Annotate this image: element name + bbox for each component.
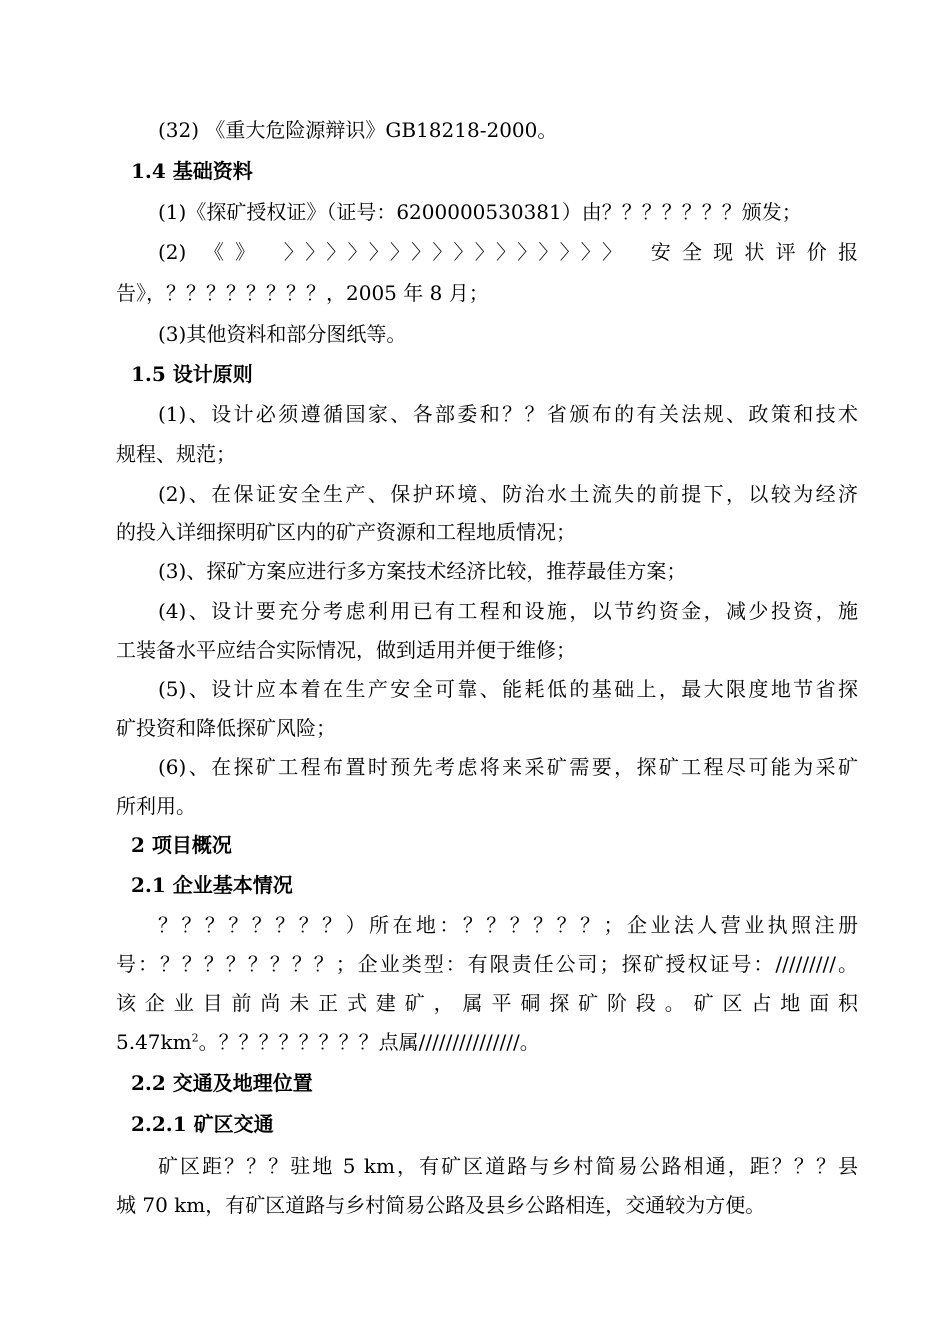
section-heading-1-4: 1.4 基础资料 — [131, 159, 253, 183]
area-value: 5.47km — [116, 1030, 192, 1054]
principle-5-line1: (5)、设计应本着在生产安全可靠、能耗低的基础上，最大限度地节省探 — [158, 677, 858, 701]
reference-item-32: (32) 《重大危险源辩识》GB18218-2000。 — [158, 118, 558, 142]
company-info-line2: 号：？？？？？？？？；企业类型：有限责任公司；探矿授权证号：/////////。 — [116, 952, 858, 976]
principle-2-line1: (2)、在保证安全生产、保护环境、防治水土流失的前提下，以较为经济 — [158, 482, 858, 506]
principle-4-line1: (4)、设计要充分考虑利用已有工程和设施，以节约资金，减少投资，施 — [158, 599, 858, 623]
principle-1-line2: 规程、规范； — [116, 442, 236, 466]
material-item-2-line1: (2) 《》 〉〉〉〉〉〉〉〉〉〉〉〉〉〉〉〉 安全现状评价报 — [158, 240, 858, 264]
principle-5-line2: 矿投资和降低探矿风险； — [116, 716, 336, 740]
section-heading-2-1: 2.1 企业基本情况 — [131, 873, 293, 897]
company-info-line3: 该企业目前尚未正式建矿，属平硐探矿阶段。矿区占地面积 — [116, 991, 858, 1015]
section-heading-2-2-1: 2.2.1 矿区交通 — [131, 1112, 274, 1136]
section-heading-2-2: 2.2 交通及地理位置 — [131, 1071, 313, 1095]
principle-6-line1: (6)、在探矿工程布置时预先考虑将来采矿需要，探矿工程尽可能为采矿 — [158, 755, 858, 779]
principle-3: (3)、探矿方案应进行多方案技术经济比较，推荐最佳方案； — [158, 559, 687, 583]
section-heading-1-5: 1.5 设计原则 — [131, 362, 253, 386]
area-unit-exponent: 2 — [191, 1031, 199, 1045]
company-info-line4-rest: 。？？？？？？？？点属///////////////。 — [198, 1030, 540, 1054]
material-item-3: (3)其他资料和部分图纸等。 — [158, 322, 407, 346]
principle-6-line2: 所利用。 — [116, 794, 196, 818]
material-item-2-line2: 告》，？？？？？？？？，2005 年 8 月； — [116, 281, 489, 305]
company-info-line1: ？？？？？？？？）所在地：？？？？？？；企业法人营业执照注册 — [158, 913, 858, 937]
principle-1-line1: (1)、设计必须遵循国家、各部委和？？省颁布的有关法规、政策和技术 — [158, 402, 858, 426]
company-info-line4 — [116, 1028, 858, 1056]
traffic-line1: 矿区距？？？驻地 5 km，有矿区道路与乡村简易公路相通，距？？？县 — [158, 1154, 858, 1178]
principle-4-line2: 工装备水平应结合实际情况，做到适用并便于维修； — [116, 638, 576, 662]
principle-2-line2: 的投入详细探明矿区内的矿产资源和工程地质情况； — [116, 520, 576, 544]
traffic-line2: 城 70 km，有矿区道路与乡村简易公路及县乡公路相连，交通较为方便。 — [116, 1193, 766, 1217]
section-heading-2: 2 项目概况 — [131, 833, 232, 857]
material-item-1: (1)《探矿授权证》（证号：6200000530381）由？？？？？？？颁发； — [158, 200, 802, 224]
